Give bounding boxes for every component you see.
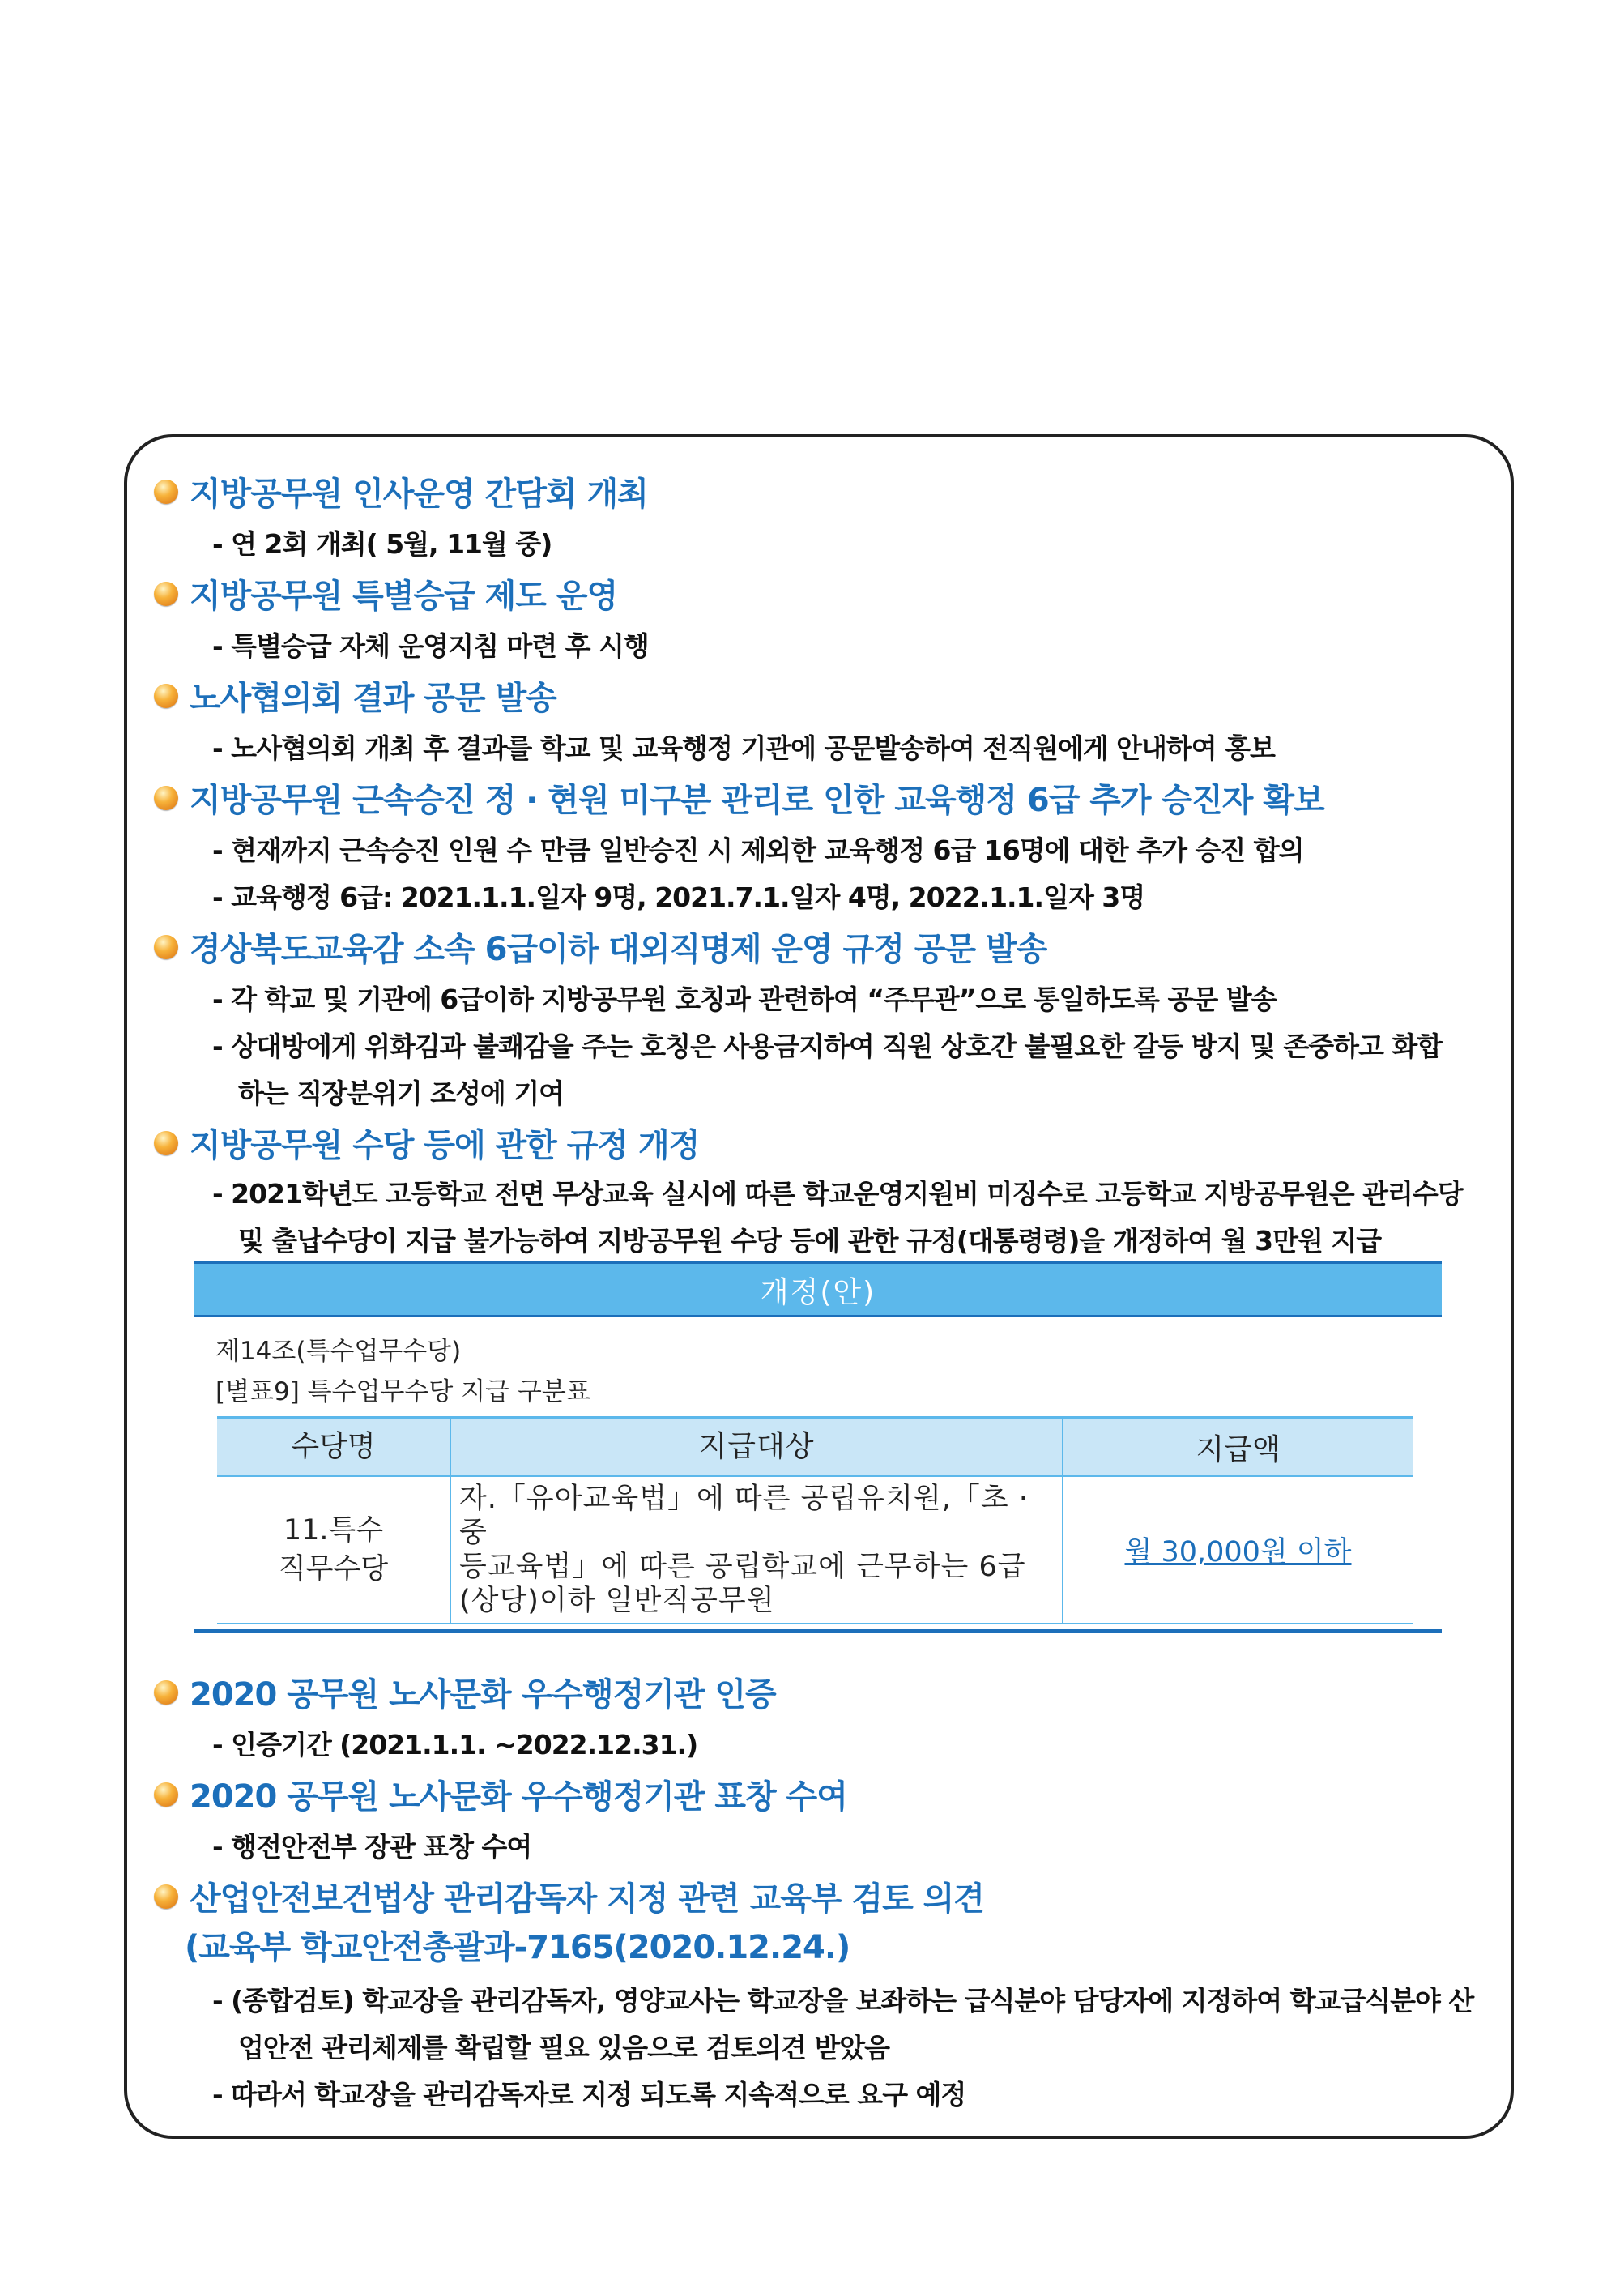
table-bottom-rule: [194, 1629, 1442, 1633]
section-title: 지방공무원 근속승진 정 · 현원 미구분 관리로 인한 교육행정 6급 추가 승진자 확보: [190, 782, 1324, 819]
section-item: - 인증기간 (2021.1.1. ~2022.12.31.): [212, 1729, 698, 1760]
section-title: 경상북도교육감 소속 6급이하 대외직명제 운영 규정 공문 발송: [190, 931, 1047, 968]
orange-bullet-icon: [154, 480, 178, 504]
section-item: - 노사협의회 개최 후 결과를 학교 및 교육행정 기관에 공문발송하여 전직원에게 안내하여 홍보: [212, 732, 1275, 764]
section-item-continuation: 업안전 관리체제를 확립할 필요 있음으로 검토의견 받았음: [238, 2032, 890, 2063]
section-item: - 2021학년도 고등학교 전면 무상교육 실시에 따른 학교운영지원비 미징수로 고등학교 지방공무원은 관리수당: [212, 1178, 1463, 1210]
allowance-name-line: 직무수당: [278, 1553, 389, 1585]
allowance-amount-cell: [1063, 1476, 1413, 1624]
section-title: 지방공무원 수당 등에 관한 규정 개정: [190, 1127, 700, 1164]
allowance-amount-link[interactable]: 월 30,000원 이하: [1124, 1536, 1352, 1568]
orange-bullet-icon: [154, 684, 178, 708]
section-title: 2020 공무원 노사문화 우수행정기관 인증: [190, 1676, 776, 1713]
column-header: 지급대상: [450, 1418, 1063, 1477]
table-header-row: [217, 1418, 1413, 1477]
allowance-target-cell: [450, 1476, 1063, 1624]
section-heading: [154, 924, 1046, 970]
section-item: - 상대방에게 위화김과 불쾌감을 주는 호칭은 사용금지하여 직원 상호간 불필요한 갈등 방지 및 존중하고 화합: [212, 1031, 1443, 1062]
section-item: - 따라서 학교장을 관리감독자로 지정 되도록 지속적으로 요구 예정: [212, 2079, 966, 2110]
section-title: 2020 공무원 노사문화 우수행정기관 표창 수여: [190, 1778, 847, 1816]
allowance-target-line: 등교육법」에 따른 공립학교에 근무하는 6급: [459, 1551, 1026, 1583]
allowance-table: [217, 1416, 1413, 1624]
section-title: 지방공무원 인사운영 간담회 개최: [190, 476, 648, 513]
section-heading: [154, 775, 1324, 821]
amendment-header: 개정(안): [194, 1264, 1442, 1316]
section-heading: [154, 570, 617, 617]
allowance-name-line: 11.특수: [283, 1514, 384, 1547]
section-title: 지방공무원 특별승급 제도 운영: [190, 578, 618, 615]
section-item: - 행전안전부 장관 표창 수여: [212, 1831, 532, 1863]
allowance-target-line: 자.「유아교육법」에 따른 공립유치원,「초 · 중: [459, 1483, 1029, 1549]
amendment-article: 제14조(특수업무수당): [215, 1337, 462, 1366]
allowance-name-cell: [217, 1476, 450, 1624]
orange-bullet-icon: [154, 786, 178, 810]
section-item: - 교육행정 6급: 2021.1.1.일자 9명, 2021.7.1.일자 4명, 2022.1.1.일자 3명: [212, 881, 1145, 913]
section-item: - 연 2회 개최( 5월, 11월 중): [212, 528, 552, 560]
orange-bullet-icon: [154, 1884, 178, 1909]
section-title: 산업안전보건법상 관리감독자 지정 관련 교육부 검토 의견: [190, 1880, 984, 1918]
allowance-target-line: (상당)이하 일반직공무원: [459, 1585, 775, 1617]
section-heading: [154, 1771, 847, 1817]
section-heading: [154, 468, 648, 514]
section-heading: [154, 1120, 699, 1166]
section-title-continuation: (교육부 학교안전총괄과-7165(2020.12.24.): [185, 1929, 850, 1966]
section-item: - 현재까지 근속승진 인원 수 만큼 일반승진 시 제외한 교육행정 6급 16명에 대한 추가 승진 합의: [212, 834, 1304, 866]
table-row: [217, 1476, 1413, 1624]
orange-bullet-icon: [154, 1131, 178, 1155]
section-heading: [154, 1873, 984, 1919]
orange-bullet-icon: [154, 935, 178, 959]
orange-bullet-icon: [154, 582, 178, 606]
section-item-continuation: 및 출납수당이 지급 불가능하여 지방공무원 수당 등에 관한 규정(대통령령)을 개정하여 월 3만원 지급: [238, 1225, 1382, 1257]
table-header-rule: [194, 1315, 1442, 1317]
section-item: - 특별승급 자체 운영지침 마련 후 시행: [212, 630, 649, 662]
orange-bullet-icon: [154, 1680, 178, 1705]
section-item: - (종합검토) 학교장을 관리감독자, 영양교사는 학교장을 보좌하는 급식분야 담당자에 지정하여 학교급식분야 산: [212, 1985, 1474, 2016]
column-header: 수당명: [217, 1418, 450, 1477]
amendment-annex: [별표9] 특수업무수당 지급 구분표: [215, 1377, 590, 1406]
section-title: 노사협의회 결과 공문 발송: [190, 680, 556, 717]
orange-bullet-icon: [154, 1782, 178, 1807]
section-item-continuation: 하는 직장분위기 조성에 기여: [238, 1078, 565, 1109]
section-heading: [154, 672, 556, 719]
section-heading: [154, 1669, 776, 1715]
column-header: 지급액: [1063, 1418, 1413, 1477]
section-item: - 각 학교 및 기관에 6급이하 지방공무원 호칭과 관련하여 “주무관”으로 통일하도록 공문 발송: [212, 984, 1277, 1015]
